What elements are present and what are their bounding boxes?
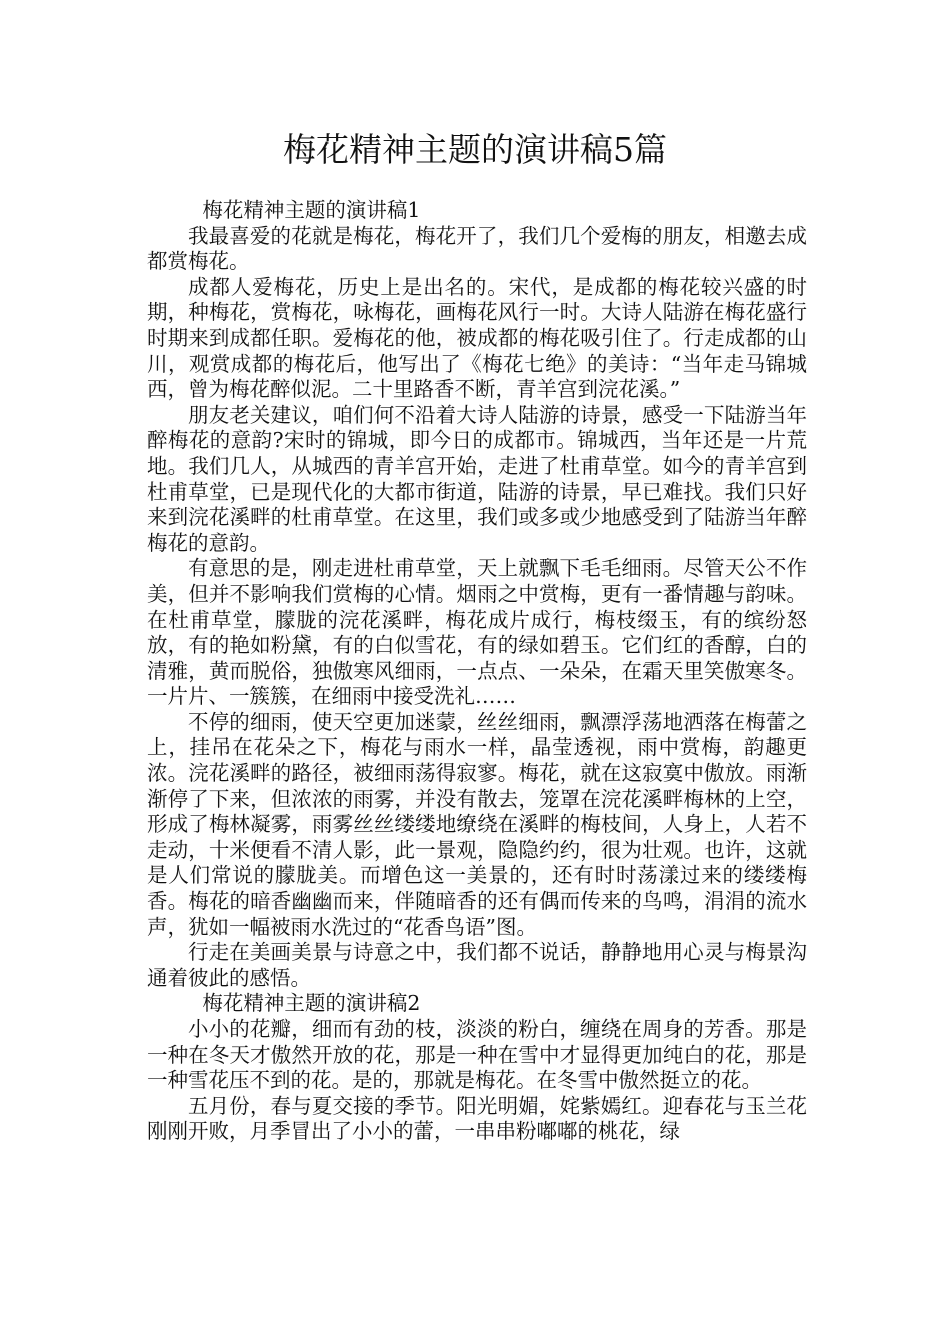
- paragraph: 行走在美画美景与诗意之中，我们都不说话，静静地用心灵与梅景沟通着彼此的感悟。: [147, 940, 807, 990]
- paragraph: 小小的花瓣，细而有劲的枝，淡淡的粉白，缠绕在周身的芳香。那是一种在冬天才傲然开放的花，那是一种在雪中才显得更加纯白的花，那是一种雪花压不到的花。是的，那就是梅花。在冬雪中傲然挺立的花。: [147, 1017, 807, 1093]
- paragraph: 我最喜爱的花就是梅花，梅花开了，我们几个爱梅的朋友，相邀去成都赏梅花。: [147, 223, 807, 274]
- document-body: [147, 198, 807, 1145]
- paragraph: 有意思的是，刚走进杜甫草堂，天上就飘下毛毛细雨。尽管天公不作美，但并不影响我们赏梅的心情。烟雨之中赏梅，更有一番情趣与韵味。在杜甫草堂，朦胧的浣花溪畔，梅花成片成行，梅枝缀玉，有的缤纷怒放，有的艳如粉黛，有的白似雪花，有的绿如碧玉。它们红的香醇，白的清雅，黄而脱俗，独傲寒风细雨，一点点、一朵朵，在霜天里笑傲寒冬。一片片、一簇簇，在细雨中接受洗礼……: [147, 556, 807, 709]
- paragraph: 朋友老关建议，咱们何不沿着大诗人陆游的诗景，感受一下陆游当年醉梅花的意韵?宋时的锦城，即今日的成都市。锦城西，当年还是一片荒地。我们几人，从城西的青羊宫开始，走进了杜甫草堂。如今的青羊宫到杜甫草堂，已是现代化的大都市街道，陆游的诗景，早已难找。我们只好来到浣花溪畔的杜甫草堂。在这里，我们或多或少地感受到了陆游当年醉梅花的意韵。: [147, 402, 807, 555]
- paragraph: 成都人爱梅花，历史上是出名的。宋代，是成都的梅花较兴盛的时期，种梅花，赏梅花，咏梅花，画梅花风行一时。大诗人陆游在梅花盛行时期来到成都任职。爱梅花的他，被成都的梅花吸引住了。行走成都的山川，观赏成都的梅花后，他写出了《梅花七绝》的美诗：“当年走马锦城西，曾为梅花醉似泥。二十里路香不断，青羊宫到浣花溪。”: [147, 274, 807, 402]
- section-heading: 梅花精神主题的演讲稿2: [202, 991, 421, 1016]
- paragraph: 不停的细雨，使天空更加迷蒙，丝丝细雨，飘漂浮荡地洒落在梅蕾之上，挂吊在花朵之下，梅花与雨水一样，晶莹透视，雨中赏梅，韵趣更浓。浣花溪畔的路径，被细雨荡得寂寥。梅花，就在这寂寞中傲放。雨渐渐停了下来，但浓浓的雨雾，并没有散去，笼罩在浣花溪畔梅林的上空，形成了梅林凝雾，雨雾丝丝缕缕地缭绕在溪畔的梅枝间，人身上，人若不走动，十米便看不清人影，此一景观，隐隐约约，很为壮观。也许，这就是人们常说的朦胧美。而增色这一美景的，还有时时荡漾过来的缕缕梅香。梅花的暗香幽幽而来，伴随暗香的还有偶而传来的鸟鸣，涓涓的流水声，犹如一幅被雨水洗过的“花香鸟语”图。: [147, 709, 807, 939]
- paragraph: 五月份，春与夏交接的季节。阳光明媚，姹紫嫣红。迎春花与玉兰花刚刚开败，月季冒出了小小的蕾，一串串粉嘟嘟的桃花，绿: [147, 1093, 807, 1144]
- section-heading: 梅花精神主题的演讲稿1: [202, 198, 421, 222]
- document-title: 梅花精神主题的演讲稿5篇: [283, 130, 667, 169]
